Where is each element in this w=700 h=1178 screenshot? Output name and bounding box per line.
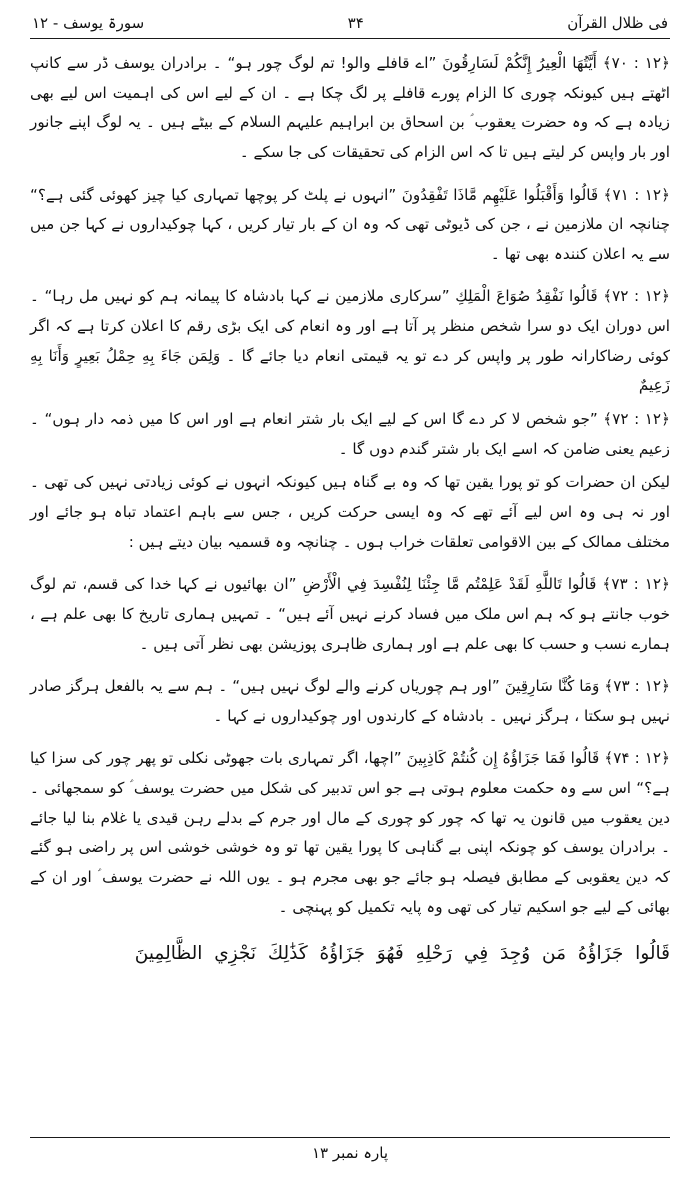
- footer-para-number: پارہ نمبر ۱۳: [311, 1144, 389, 1162]
- paragraph: ﴿۱۲ : ۷۲﴾ ”جو شخص لا کر دے گا اس کے لیے ایک بار شتر انعام ہے اور اس کا میں ذمہ دار ہوں“ ۔ زعیم یعنی ضامن کہ اسے ایک بار شتر گندم دوں گا ۔: [30, 410, 670, 458]
- paragraph: ﴿۱۲ : ۷۳﴾ قَالُوا تَاللَّهِ لَقَدْ عَلِمْتُم مَّا جِئْنَا لِنُفْسِدَ فِي الْأَرْضِ ”ان بھائیوں نے کہا خدا کی قسم، تم لوگ خوب جانتے ہو کہ ہم اس ملک میں فساد کرنے نہیں آئے ہیں“ ۔ تمہیں ہماری تاریخ کا بھی علم ہے ، ہمارے نسب و حسب کا بھی علم ہے اور ہماری ظاہری پوزیشن بھی نظر آتی ہیں ۔: [30, 575, 670, 653]
- paragraph: لیکن ان حضرات کو تو پورا یقین تھا کہ وہ بے گناہ ہیں کیونکہ انہوں نے کوئی زیادتی نہیں کی تھی ۔ اور نہ ہی وہ اس لیے آئے تھے کہ وہ ایسی حرکت کریں ، جس سے باہم اعتماد تباہ ہو جائے اور مختلف ممالک کے بین الاقوامی تعلقات خراب ہوں ۔ چنانچہ وہ قسمیہ بیان دیتے ہیں :: [30, 473, 670, 551]
- header-book-title: فی ظلال القرآن: [567, 14, 668, 32]
- paragraph: ﴿۱۲ : ۷۱﴾ قَالُوا وَأَقْبَلُوا عَلَيْهِم مَّاذَا تَفْقِدُونَ ”انہوں نے پلٹ کر پوچھا تمہاری کیا چیز کھوئی گئی ہے؟“ چنانچہ ان ملازمین نے ، جن کی ڈیوٹی تھی کہ وہ ان کے بار تیار کریں ، کہا چوکیداروں نے کہا جن میں سے یہ اعلان کنندہ بھی تھا ۔: [30, 185, 670, 263]
- header-page-number: ۳۴: [347, 14, 364, 32]
- header-surah-title: سورۃ یوسف - ۱۲: [32, 14, 145, 32]
- paragraph: ﴿۱۲ : ۷۲﴾ قَالُوا نَفْقِدُ صُوَاعَ الْمَلِكِ ”سرکاری ملازمین نے کہا بادشاہ کا پیمانہ ہم کو نہیں مل رہا“ ۔ اس دوران ایک دو سرا شخص منظر پر آتا ہے اور وہ انعام کی ایک بڑی رقم کا اعلان کرتا ہے کہ اگر کوئی رضاکارانہ طور پر واپس کر دے تو یہ قیمتی انعام دیا جائے گا ۔ وَلِمَن جَاءَ بِهِ حِمْلُ بَعِيرٍ وَأَنَا بِهِ زَعِيمٌ: [30, 287, 670, 395]
- paragraph: ﴿۱۲ : ۷۴﴾ قَالُوا فَمَا جَزَاؤُهُ إِن كُنتُمْ كَاذِبِينَ ”اچھا، اگر تمہاری بات جھوٹی نکلی تو پھر چور کی سزا کیا ہے؟“ اس سے وہ حکمت معلوم ہوتی ہے جو اس تدبیر کی شکل میں حضرت یوسف ؑ کو سمجھائی ۔ دین یعقوب میں قانون یہ تھا کہ چور کو چوری کے مال اور جرم کے بدلے رہن قیدی یا غلام بنا لیا جائے ۔ برادران یوسف کو چونکہ اپنی بے گناہی کا پورا یقین تھا تو وہ خوشی خوشی اس پر راضی ہو گئے کہ دین یعقوبی کے مطابق فیصلہ ہو جائے جو بھی مجرم ہو ۔ یوں اللہ نے حضرت یوسف ؑ اور ان کے بھائی کے لیے جو اسکیم تیار کی تھی وہ پایہ تکمیل کو پہنچی ۔: [30, 749, 670, 916]
- header-divider: [30, 38, 670, 39]
- paragraph: ﴿۱۲ : ۷۰﴾ أَيَّتُهَا الْعِيرُ إِنَّكُمْ لَسَارِقُونَ ”اے قافلے والو! تم لوگ چور ہو“ ۔ برادران یوسف ڈر سے کانپ اٹھتے ہیں کیونکہ چوری کا الزام پورے قافلے پر لگ چکا ہے ۔ ان کے لیے اس کی اہمیت اس لیے بھی زیادہ ہے کہ وہ حضرت یعقوب ؑ بن اسحاق بن ابراہیم علیہم السلام کے بیٹے ہیں ۔ یہ لوگ اپنے جانور اور بار واپس کر لیتے ہیں تا کہ اس الزام کی تحقیقات کی جا سکے ۔: [30, 54, 670, 161]
- page-footer: [0, 1137, 700, 1162]
- closing-ayah: قَالُوا جَزَاؤُهُ مَن وُجِدَ فِي رَحْلِهِ فَهُوَ جَزَاؤُهُ كَذَٰلِكَ نَجْزِي الظَّالِمِينَ: [134, 943, 670, 965]
- paragraph: ﴿۱۲ : ۷۳﴾ وَمَا كُنَّا سَارِقِينَ ”اور ہم چوریاں کرنے والے لوگ نہیں ہیں“ ۔ ہم سے یہ بالفعل ہرگز صادر نہیں ہو سکتا ، ہرگز نہیں ۔ بادشاہ کے کارندوں اور چوکیداروں نے کہا ۔: [30, 677, 670, 725]
- page-header: [30, 14, 670, 36]
- footer-divider: [30, 1137, 670, 1138]
- page-content: [30, 49, 670, 972]
